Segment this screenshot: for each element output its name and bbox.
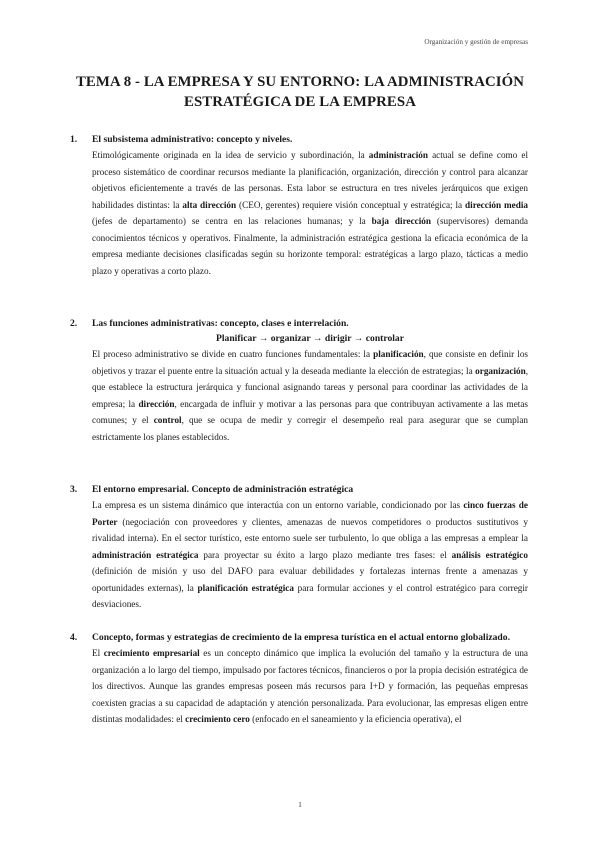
text-run: (jefes de departamento) se centra en las relaciones humanas; y la bbox=[92, 216, 372, 226]
title-line-1: TEMA 8 - LA EMPRESA Y SU ENTORNO: LA ADMINISTRACIÓN bbox=[75, 74, 525, 90]
section-body bbox=[92, 147, 528, 279]
section-body bbox=[92, 645, 528, 728]
text-run: (CEO, gerentes) requiere visión conceptual y estratégica; la bbox=[236, 199, 466, 210]
section-heading bbox=[70, 482, 528, 497]
text-run: , encargada de influir y motivar a las personas para que contribuyan activamente a las metas comunes; y el bbox=[92, 398, 528, 425]
section-3 bbox=[70, 482, 528, 613]
text-run: (supervisores) demanda conocimientos técnicos y operativos. Finalmente, la administración estratégica gestiona la eficacia económica de la empresa mediante decisiones clasificadas según su horizonte temporal: estratégicas a largo plazo, tácticas a medio plazo y operativas a corto plazo. bbox=[92, 216, 529, 276]
text-run: La empresa es un sistema dinámico que interactúa con un entorno variable, condicionado por las bbox=[92, 500, 464, 510]
text-run: para proyectar su éxito a largo plazo mediante tres fases: el bbox=[198, 549, 452, 560]
text-run: El proceso administrativo se divide en cuatro funciones fundamentales: la bbox=[92, 349, 374, 359]
text-run: (enfocado en el saneamiento y la eficiencia operativa), el bbox=[249, 714, 462, 724]
bold-term: baja dirección bbox=[371, 216, 431, 226]
section-4 bbox=[70, 630, 528, 728]
bold-term: análisis estratégico bbox=[451, 549, 528, 560]
section-title: Las funciones administrativas: concepto, clases e interrelación. bbox=[92, 318, 349, 329]
section-body bbox=[92, 346, 528, 445]
page-number: 1 bbox=[298, 800, 302, 809]
section-body bbox=[92, 497, 528, 613]
text-run: es un concepto dinámico que implica la evolución del tamaño y la estructura de una organización a lo largo del tiempo, impulsado por factores técnicos, financieros o por la propia decisión estratégica de los directivos. Aunque las grandes empresas poseen más recursos para I+D y formación, las pequeñas empresas coexisten gracias a su capacidad de adaptación y atención personalizada. Para evolucionar, las empresas eligen entre distintas modalidades: el bbox=[92, 648, 528, 724]
text-run: El bbox=[92, 648, 104, 658]
section-heading bbox=[70, 132, 528, 147]
section-number: 2. bbox=[70, 318, 78, 329]
bold-term: administración estratégica bbox=[92, 549, 199, 560]
text-run: , que establece la estructura jerárquica y funcional asignando tareas y personal para coordinar las actividades de la empresa; la bbox=[92, 365, 528, 409]
section-2 bbox=[70, 316, 529, 445]
bold-term: dirección bbox=[138, 398, 175, 409]
text-run: Etimológicamente originada en la idea de servicio y subordinación, la bbox=[92, 150, 369, 160]
text-run: actual se define como el proceso sistemático de coordinar recursos mediante la planificación, organización, dirección y control para alcanzar objetivos eficientemente a través de las personas. Esta labor se estructura en tres niveles jerárquicos que exigen habilidades distintas: la bbox=[92, 150, 528, 210]
bold-term: alta dirección bbox=[182, 199, 237, 210]
bold-term: dirección media bbox=[465, 199, 528, 210]
section-number: 3. bbox=[70, 484, 78, 495]
title-line-2: ESTRATÉGICA DE LA EMPRESA bbox=[183, 94, 417, 110]
bold-term: cinco fuerzas de Porter bbox=[92, 500, 528, 527]
process-formula: Planificar → organizar → dirigir → controlar bbox=[216, 333, 404, 344]
bold-term: control bbox=[153, 415, 182, 425]
section-title: El subsistema administrativo: concepto y niveles. bbox=[92, 134, 293, 145]
text-run: , que consiste en definir los objetivos y trazar el puente entre la situación actual y la deseada mediante la elección de estrategias; la bbox=[92, 349, 529, 376]
bold-term: planificación estratégica bbox=[197, 582, 294, 593]
text-run: para formular acciones y el control estratégico para corregir desviaciones. bbox=[92, 582, 528, 609]
bold-term: organización bbox=[475, 365, 526, 376]
section-heading bbox=[70, 316, 528, 331]
text-run: , que se ocupa de medir y corregir el desempeño real para asegurar que se cumplan estrictamente los planes establecidos. bbox=[92, 415, 529, 442]
text-run: (negociación con proveedores y clientes, amenazas de nuevos competidores o productos sustitutivos y rivalidad interna). En el sector turístico, este entorno suele ser turbulento, lo que obliga a las empresas a emplear la bbox=[92, 516, 528, 543]
bold-term: planificación bbox=[373, 349, 424, 359]
running-header: Organización y gestión de empresas bbox=[424, 38, 528, 46]
section-1 bbox=[70, 132, 529, 279]
section-title: Concepto, formas y estrategias de crecimiento de la empresa turística en el actual entorno globalizado. bbox=[92, 632, 510, 643]
bold-term: crecimiento cero bbox=[185, 714, 250, 724]
bold-term: crecimiento empresarial bbox=[103, 648, 200, 658]
section-number: 1. bbox=[70, 134, 78, 145]
bold-term: administración bbox=[368, 150, 429, 160]
page-title bbox=[70, 72, 530, 112]
section-number: 4. bbox=[70, 632, 78, 643]
text-run: (definición de misión y uso del DAFO para evaluar debilidades y fortalezas internas frente a amenazas y oportunidades externas), la bbox=[92, 566, 528, 593]
section-title: El entorno empresarial. Concepto de administración estratégica bbox=[92, 484, 354, 495]
section-heading bbox=[70, 630, 528, 645]
